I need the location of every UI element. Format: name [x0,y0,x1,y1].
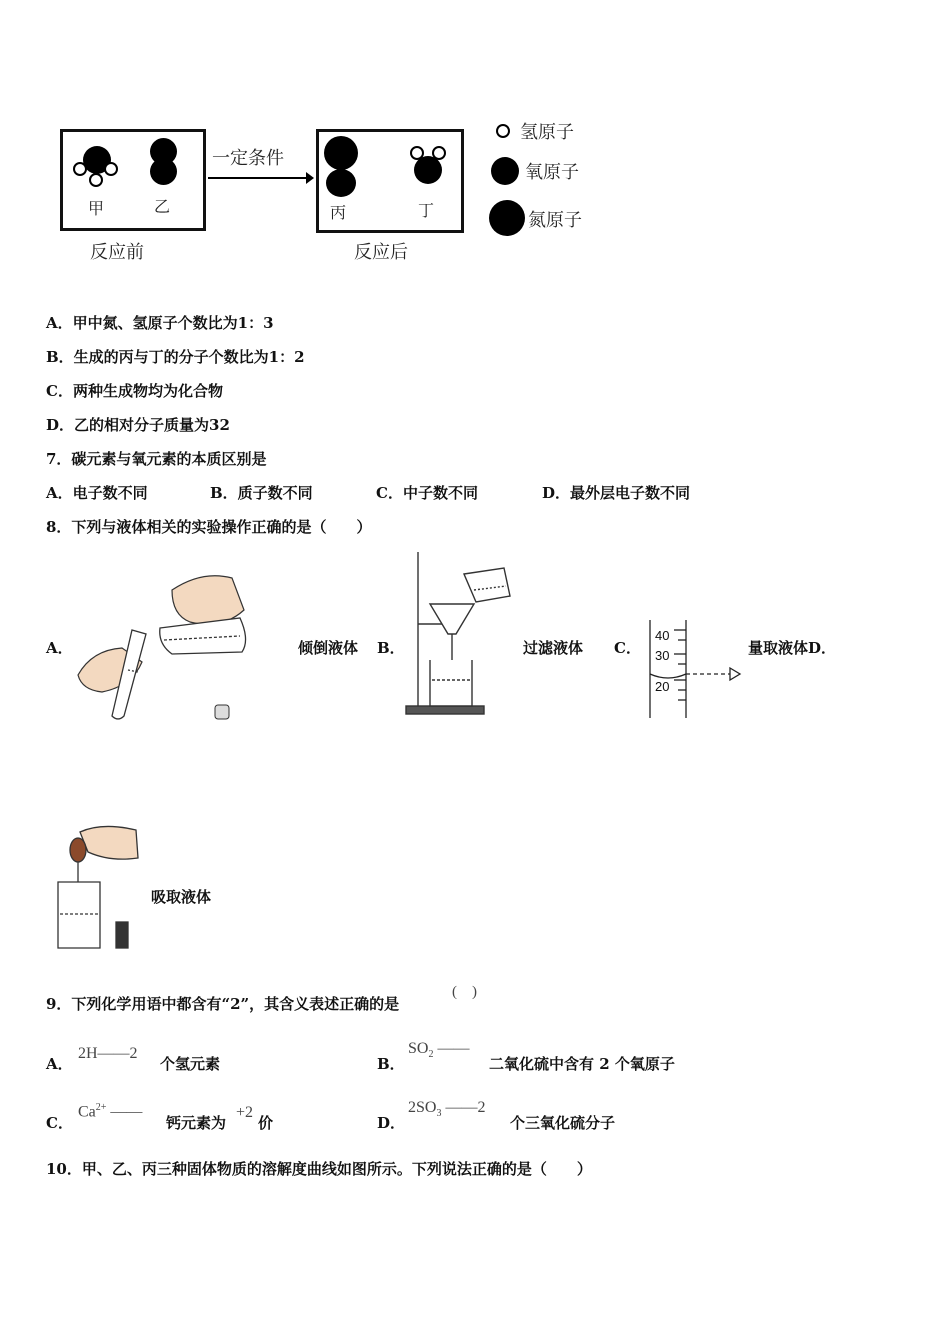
arrow-condition-label: 一定条件 [212,148,284,169]
q8-option-a-caption: 倾倒液体 [298,639,359,657]
q9-option-a-text: 个氢元素 [160,1055,221,1073]
hydrogen-atom-icon [496,124,510,138]
oxygen-atom-icon [491,157,519,185]
q9-answer-paren: ( ) [452,984,477,1000]
q7-option-c: C．中子数不同 [376,484,478,502]
q8-option-a-letter: A． [46,639,73,657]
legend-oxygen-label: 氧原子 [525,162,579,183]
molecule-ding-label: 丁 [418,201,435,220]
q9-option-a-letter: A． [46,1055,73,1073]
so2-subscript: 2 [428,1049,434,1061]
cylinder-tick-40: 40 [655,628,670,643]
ca-main: Ca [78,1103,96,1121]
q9-option-d-letter: D． [377,1114,406,1132]
after-caption: 反应后 [354,242,408,263]
legend-nitrogen-label: 氮原子 [528,210,582,231]
oxygen-atom-icon [414,156,442,184]
q9-option-d-text: 个三氧化硫分子 [510,1114,616,1132]
q8-option-b-letter: B． [377,639,405,657]
q8-option-d-caption: 吸取液体 [151,888,212,906]
molecule-bing-label: 丙 [330,203,347,222]
q9-stem: 9．下列化学用语中都含有“2”，其含义表述正确的是 [46,995,400,1013]
hydrogen-atom-icon [73,162,87,176]
pouring-liquid-illustration [72,570,252,722]
q7-stem: 7．碳元素与氧元素的本质区别是 [46,450,267,468]
nitrogen-atom-icon [489,200,525,236]
q9-option-c-text2: 价 [258,1114,274,1132]
q9-option-b-letter: B． [377,1055,405,1073]
molecule-jia-label: 甲 [88,199,105,218]
hydrogen-atom-icon [432,146,446,160]
cylinder-tick-20: 20 [655,679,670,694]
legend-hydrogen-label: 氢原子 [520,122,574,143]
q9-option-d-formula [408,1099,485,1119]
q8-option-b-caption: 过滤液体 [523,639,584,657]
reaction-arrow-icon [206,170,316,186]
so3-subscript: 3 [436,1108,442,1120]
dropper-illustration [50,822,142,954]
nitrogen-atom-icon [324,136,358,170]
q7-option-d: D．最外层电子数不同 [542,484,691,502]
ca-superscript: 2+ [95,1102,107,1113]
so3-dash: ——2 [445,1099,486,1116]
q7-option-a: A．电子数不同 [46,484,148,502]
q9-option-c-valence: +2 [236,1104,254,1121]
q7-option-b: B．质子数不同 [210,484,313,502]
q10-stem: 10．甲、乙、丙三种固体物质的溶解度曲线如图所示。下列说法正确的是（ ） [46,1160,592,1178]
so3-main: 2SO [408,1099,437,1116]
cylinder-tick-30: 30 [655,648,670,663]
q8-stem: 8．下列与液体相关的实验操作正确的是（ ） [46,518,372,536]
before-box [60,129,206,231]
hydrogen-atom-icon [410,146,424,160]
q6-option-b: B．生成的丙与丁的分子个数比为1：2 [46,348,305,366]
before-caption: 反应前 [90,242,144,263]
ca-dash: —— [110,1103,143,1121]
oxygen-atom-icon [150,158,177,185]
q9-option-c-letter: C． [46,1114,73,1132]
q8-option-c-caption: 量取液体D． [748,639,837,657]
q6-option-d: D．乙的相对分子质量为32 [46,416,230,434]
q9-option-b-text: 二氧化硫中含有 2 个氧原子 [489,1055,675,1073]
q9-option-b-formula [408,1040,469,1060]
q9-option-a-formula: 2H——2 [78,1045,138,1062]
so2-dash: —— [437,1040,470,1057]
hydrogen-atom-icon [104,162,118,176]
molecule-yi-label: 乙 [154,197,171,216]
q8-option-c-letter: C． [614,639,641,657]
so2-main: SO [408,1040,429,1057]
q6-option-c: C．两种生成物均为化合物 [46,382,223,400]
nitrogen-atom-icon [326,169,356,197]
hydrogen-atom-icon [89,173,103,187]
filtration-illustration [404,548,516,718]
q9-option-c-formula [78,1102,142,1121]
q6-option-a: A．甲中氮、氢原子个数比为1：3 [46,314,274,332]
q9-option-c-text1: 钙元素为 [166,1114,227,1132]
